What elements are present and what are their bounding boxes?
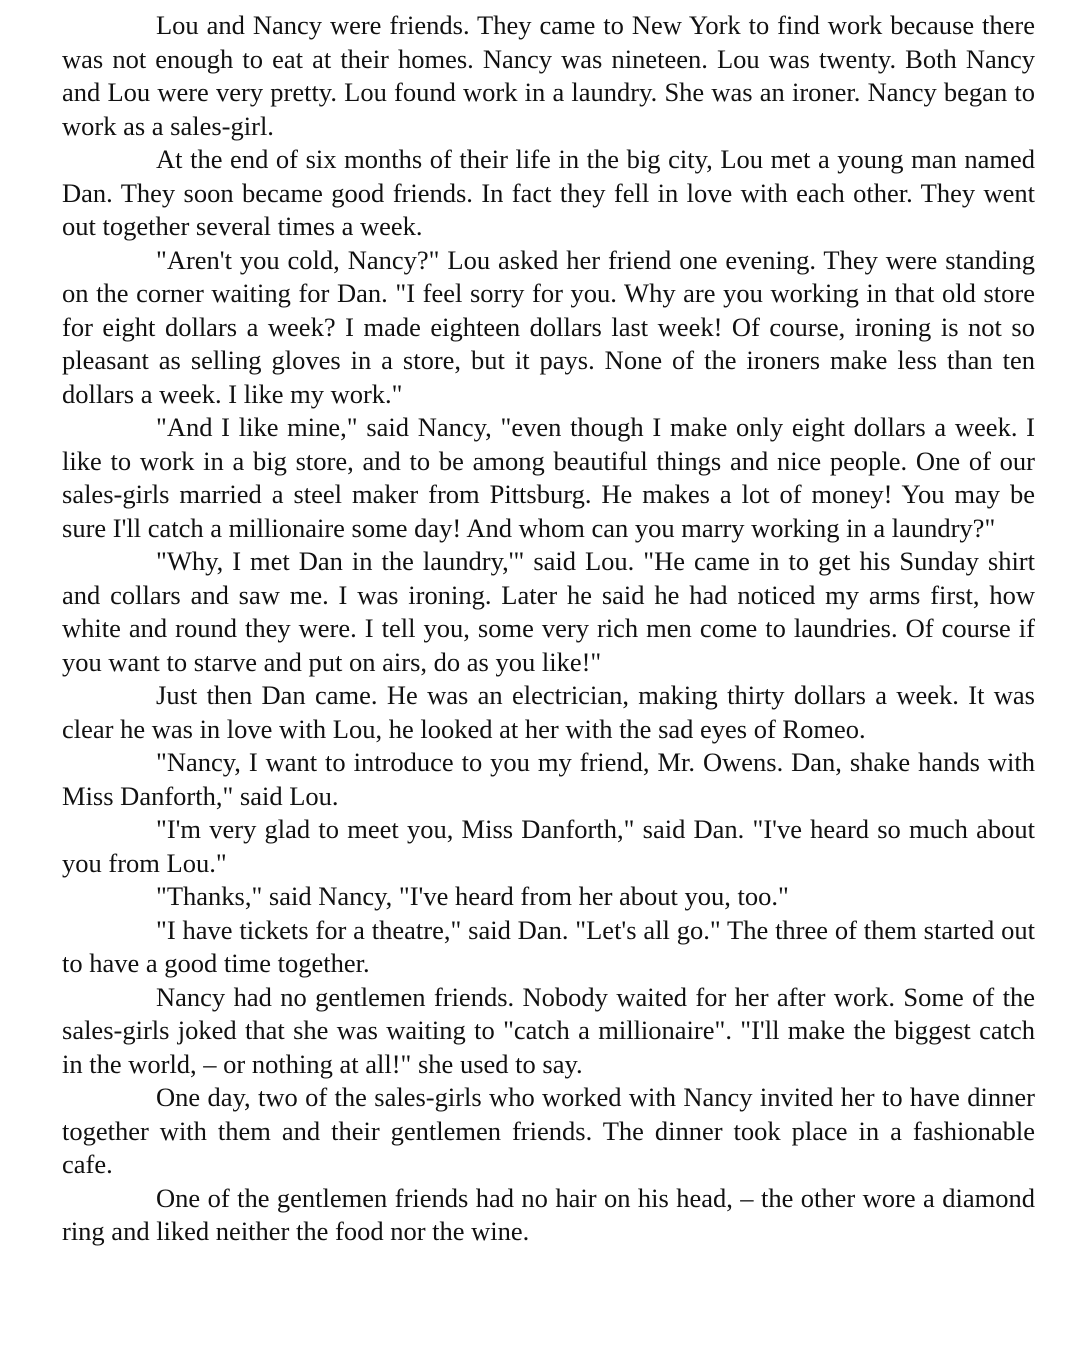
document-page: [62, 9, 1035, 1249]
paragraph-10: "I have tickets for a theatre," said Dan. "Let's all go." The three of them started out to have a good time together.: [62, 914, 1035, 978]
paragraph-12: One day, two of the sales-girls who worked with Nancy invited her to have dinner together with them and their gentlemen friends. The dinner took place in a fashionable cafe.: [62, 1082, 1035, 1179]
paragraph-8: "I'm very glad to meet you, Miss Danforth," said Dan. "I've heard so much about you from Lou.": [62, 814, 1035, 878]
paragraph-5: "Why, I met Dan in the laundry,'" said Lou. "He came in to get his Sunday shirt and collars and saw me. I was ironing. Later he said he had noticed my arms first, how white and round they were. I tell you, some very rich men come to laundries. Of course if you want to starve and put on airs, do as you like!": [62, 546, 1035, 677]
paragraph-7: "Nancy, I want to introduce to you my friend, Mr. Owens. Dan, shake hands with Miss Danforth," said Lou.: [62, 747, 1035, 811]
paragraph-13: One of the gentlemen friends had no hair on his head, – the other wore a diamond ring and liked neither the food nor the wine.: [62, 1182, 1035, 1246]
paragraph-2: At the end of six months of their life in the big city, Lou met a young man named Dan. They soon became good friends. In fact they fell in love with each other. They went out together several times a week.: [62, 144, 1035, 241]
paragraph-4: "And I like mine," said Nancy, "even though I make only eight dollars a week. I like to work in a big store, and to be among beautiful things and nice people. One of our sales-girls married a steel maker from Pittsburg. He makes a lot of money! You may be sure I'll catch a millionaire some day! And whom can you marry working in a laundry?": [62, 412, 1035, 543]
paragraph-3: "Aren't you cold, Nancy?" Lou asked her friend one evening. They were standing on the corner waiting for Dan. "I feel sorry for you. Why are you working in that old store for eight dollars a week? I made eighteen dollars last week! Of course, ironing is not so pleasant as selling gloves in a store, but it pays. None of the ironers make less than ten dollars a week. I like my work.": [62, 244, 1035, 409]
paragraph-1: Lou and Nancy were friends. They came to New York to find work because there was not enough to eat at their homes. Nancy was nineteen. Lou was twenty. Both Nancy and Lou were very pretty. Lou found work in a laundry. She was an ironer. Nancy began to work as a sales-girl.: [62, 10, 1035, 141]
paragraph-11: Nancy had no gentlemen friends. Nobody waited for her after work. Some of the sales-girls joked that she was waiting to "catch a millionaire". "I'll make the biggest catch in the world, – or nothing at all!" she used to say.: [62, 981, 1035, 1079]
paragraph-6: Just then Dan came. He was an electrician, making thirty dollars a week. It was clear he was in love with Lou, he looked at her with the sad eyes of Romeo.: [62, 680, 1035, 744]
paragraph-9: "Thanks," said Nancy, "I've heard from her about you, too.": [156, 881, 789, 911]
